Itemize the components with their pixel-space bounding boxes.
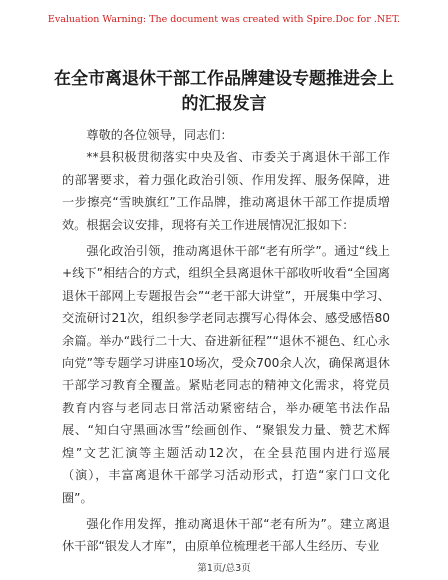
section-paragraph: 强化作用发挥，推动离退休干部“老有所为”。建立离退休干部“银发人才库”，由原单位梳理老干部人生经历、专业 xyxy=(62,516,390,554)
intro-paragraph: **县积极贯彻落实中央及省、市委关于离退休干部工作的部署要求，着力强化政治引领、作用发挥、服务保障，进一步擦亮“雪映旗红”工作品牌，推动离退休干部工作提质增效。根据会议安排，现将有关工作进展情况汇报如下： xyxy=(62,150,390,232)
page-footer: 第1页/总3页 xyxy=(197,563,251,574)
section-paragraph: 强化政治引领，推动离退休干部“老有所学”。通过“线上+线下”相结合的方式，组织全县离退休干部收听收看“全国离退休干部网上专题报告会”“老干部大讲堂”，开展集中学习、交流研讨21次，组织参学老同志撰写心得体会、感受感悟80余篇。举办“践行二十大、奋进新征程”“退休不褪色、红心永向党”等专题学习讲座10场次，受众700余人次，确保离退休干部学习教育全覆盖。紧贴老同志的精神文化需求，将党员教育内容与老同志日常活动紧密结合，举办硬笔书法作品展、“知白守黑画冰雪”绘画创作、“聚银发力量、赞艺术辉煌”文艺汇演等主题活动12次，在全县范围内进行巡展（演），丰富离退休干部学习活动形式，打造“家门口文化圈”。 xyxy=(62,244,390,505)
salutation: 尊敬的各位领导，同志们： xyxy=(86,128,233,142)
document-body xyxy=(62,124,390,558)
evaluation-warning: Evaluation Warning: The document was created with Spire.Doc for .NET. xyxy=(47,14,401,25)
document-title: 在全市离退休干部工作品牌建设专题推进会上的汇报发言 xyxy=(54,69,394,114)
